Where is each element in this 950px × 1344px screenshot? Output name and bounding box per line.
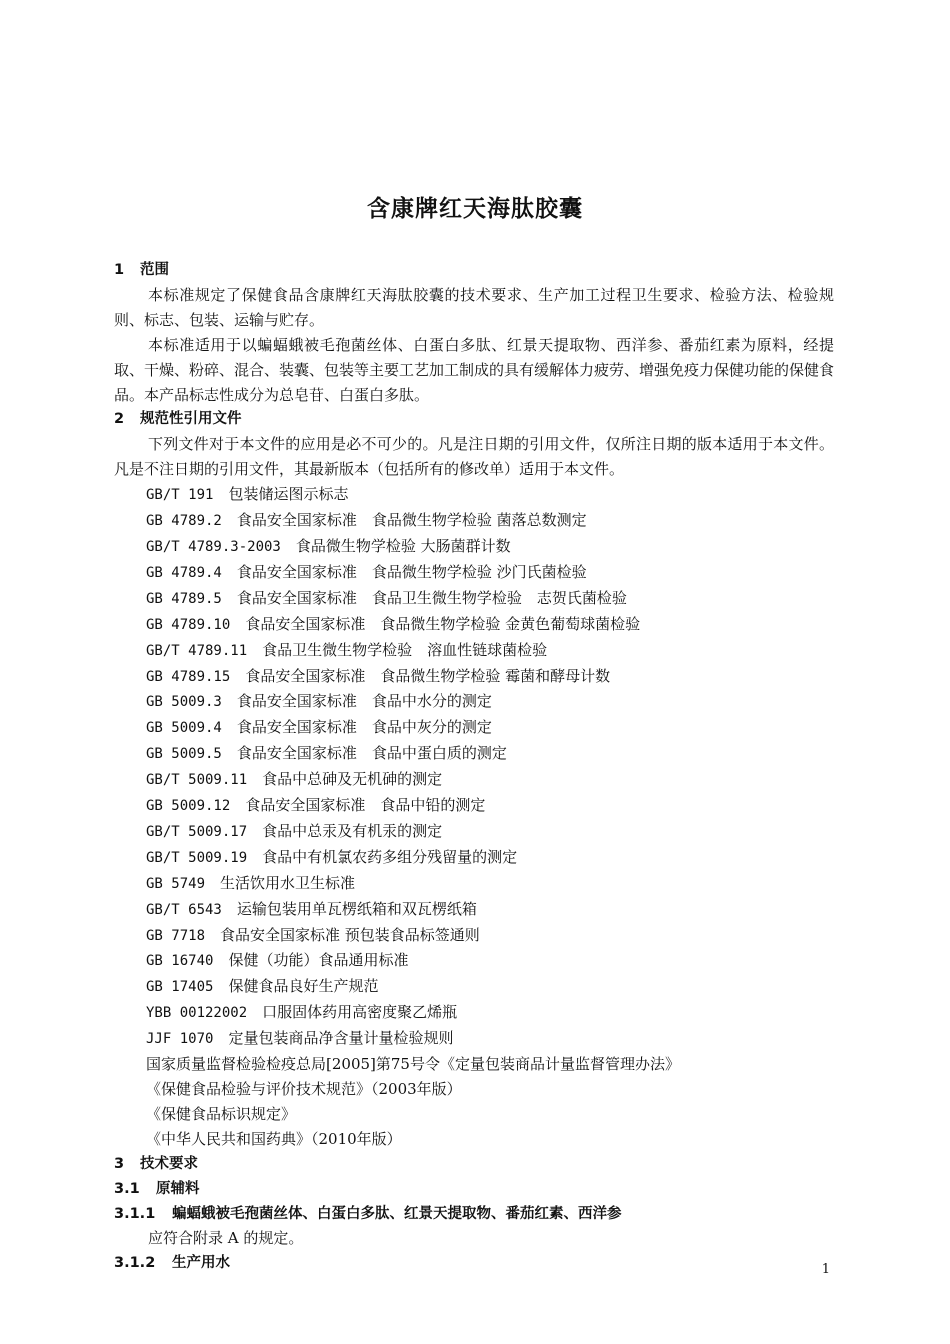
reference-code: GB 5749 xyxy=(146,875,206,892)
document-title: 含康牌红天海肽胶囊 xyxy=(367,196,583,222)
section-3-1-1-heading xyxy=(114,1202,834,1227)
reference-code: GB 16740 xyxy=(146,953,214,970)
section-1-paragraph-1: 本标准规定了保健食品含康牌红天海肽胶囊的技术要求、生产加工过程卫生要求、检验方法、检验规则、标志、包装、运输与贮存。 xyxy=(114,285,834,329)
reference-code: GB 17405 xyxy=(146,979,214,996)
reference-code: GB 4789.2 xyxy=(146,513,222,530)
reference-item xyxy=(114,715,834,741)
reference-title: 食品安全国家标准 食品微生物学检验 沙门氏菌检验 xyxy=(236,562,587,581)
reference-item xyxy=(114,793,834,819)
section-3-heading xyxy=(114,1152,834,1177)
reference-code: GB 5009.12 xyxy=(146,798,231,815)
reference-item xyxy=(114,741,834,767)
reference-title: 保健（功能）食品通用标准 xyxy=(228,951,409,970)
reference-code: GB/T 5009.11 xyxy=(146,772,248,789)
reference-title: 食品安全国家标准 食品中灰分的测定 xyxy=(236,718,492,737)
section-number: 3.1 xyxy=(114,1180,140,1197)
reference-code: GB 4789.4 xyxy=(146,564,222,581)
section-title: 蝙蝠蛾被毛孢菌丝体、白蛋白多肽、红景天提取物、番茄红素、西洋参 xyxy=(172,1205,622,1222)
reference-title: 保健食品良好生产规范 xyxy=(228,977,379,996)
section-3-1-1-paragraph: 应符合附录 A 的规定。 xyxy=(148,1229,304,1248)
section-number: 3.1.2 xyxy=(114,1255,156,1272)
reference-title: 食品中总砷及无机砷的测定 xyxy=(262,770,443,789)
section-number: 3 xyxy=(114,1155,125,1172)
reference-title: 食品安全国家标准 食品卫生微生物学检验 志贺氏菌检验 xyxy=(236,588,627,607)
reference-item xyxy=(114,664,834,690)
reference-title: 食品安全国家标准 食品微生物学检验 金黄色葡萄球菌检验 xyxy=(245,614,641,633)
page-number: 1 xyxy=(821,1262,830,1277)
reference-title: 食品中总汞及有机汞的测定 xyxy=(262,821,443,840)
reference-code: GB 5009.3 xyxy=(146,694,222,711)
reference-item: 《保健食品检验与评价技术规范》（2003年版） xyxy=(146,1080,462,1098)
reference-title: 包装储运图示标志 xyxy=(228,485,349,504)
reference-code: GB 4789.10 xyxy=(146,616,231,633)
reference-title: 定量包装商品净含量计量检验规则 xyxy=(228,1029,454,1048)
section-1-paragraph-2: 本标准适用于以蝙蝠蛾被毛孢菌丝体、白蛋白多肽、红景天提取物、西洋参、番茄红素为原料，经提取、干燥、粉碎、混合、装囊、包装等主要工艺加工制成的具有缓解体力疲劳、增强免疫力保健功能的保健食品。本产品标志性成分为总皂苷、白蛋白多肽。 xyxy=(114,335,835,404)
reference-item xyxy=(114,689,834,715)
reference-title: 食品安全国家标准 食品微生物学检验 菌落总数测定 xyxy=(236,511,587,530)
section-title: 技术要求 xyxy=(140,1155,198,1172)
reference-item: 国家质量监督检验检疫总局[2005]第75号令《定量包装商品计量监督管理办法》 xyxy=(146,1055,680,1074)
reference-code: GB/T 191 xyxy=(146,487,214,504)
reference-code: JJF 1070 xyxy=(146,1031,214,1048)
reference-title: 食品微生物学检验 大肠菌群计数 xyxy=(295,536,511,555)
reference-item xyxy=(114,586,834,612)
reference-item xyxy=(114,534,834,560)
extra-reference-list xyxy=(114,1052,834,1152)
reference-item xyxy=(114,1000,834,1026)
reference-item: 《保健食品标识规定》 xyxy=(146,1104,297,1123)
reference-code: GB 7718 xyxy=(146,927,206,944)
reference-title: 食品中有机氯农药多组分残留量的测定 xyxy=(262,847,518,866)
reference-item xyxy=(114,948,834,974)
section-title: 范围 xyxy=(140,262,169,278)
reference-title: 食品卫生微生物学检验 溶血性链球菌检验 xyxy=(262,640,548,659)
reference-item xyxy=(114,974,834,1000)
reference-title: 生活饮用水卫生标准 xyxy=(220,873,356,892)
reference-item xyxy=(114,923,834,949)
reference-code: GB/T 5009.19 xyxy=(146,849,248,866)
section-3-1-2-heading xyxy=(114,1251,834,1276)
reference-title: 口服固体药用高密度聚乙烯瓶 xyxy=(262,1003,458,1022)
reference-item xyxy=(114,1026,834,1052)
section-2-paragraph-1: 下列文件对于本文件的应用是必不可少的。凡是注日期的引用文件，仅所注日期的版本适用于本文件。凡是不注日期的引用文件，其最新版本（包括所有的修改单）适用于本文件。 xyxy=(114,435,834,479)
reference-item: 《中华人民共和国药典》（2010年版） xyxy=(146,1129,402,1148)
reference-code: GB/T 4789.3-2003 xyxy=(146,538,281,555)
reference-item xyxy=(114,845,834,871)
reference-item xyxy=(114,560,834,586)
reference-code: GB 4789.15 xyxy=(146,668,231,685)
document-body xyxy=(114,258,834,1276)
section-number: 3.1.1 xyxy=(114,1205,156,1222)
reference-code: GB 5009.4 xyxy=(146,720,222,737)
reference-code: GB/T 5009.17 xyxy=(146,823,248,840)
section-number: 1 xyxy=(114,262,125,278)
reference-title: 运输包装用单瓦楞纸箱和双瓦楞纸箱 xyxy=(236,899,477,918)
reference-item xyxy=(114,897,834,923)
reference-title: 食品安全国家标准 食品中蛋白质的测定 xyxy=(236,744,507,763)
section-title: 生产用水 xyxy=(172,1255,230,1272)
reference-code: GB/T 4789.11 xyxy=(146,642,248,659)
reference-code: GB 4789.5 xyxy=(146,590,222,607)
section-3-1-heading xyxy=(114,1177,834,1202)
reference-code: GB 5009.5 xyxy=(146,746,222,763)
reference-title: 食品安全国家标准 食品中水分的测定 xyxy=(236,692,492,711)
reference-item xyxy=(114,767,834,793)
reference-title: 食品安全国家标准 食品微生物学检验 霉菌和酵母计数 xyxy=(245,666,611,685)
reference-title: 食品安全国家标准 食品中铅的测定 xyxy=(245,796,486,815)
section-number: 2 xyxy=(114,411,125,428)
reference-item xyxy=(114,612,834,638)
reference-item xyxy=(114,508,834,534)
reference-item xyxy=(114,638,834,664)
reference-code: GB/T 6543 xyxy=(146,901,222,918)
reference-title: 食品安全国家标准 预包装食品标签通则 xyxy=(220,925,480,944)
section-2-heading xyxy=(114,407,834,432)
section-title: 原辅料 xyxy=(156,1180,200,1197)
reference-item xyxy=(114,819,834,845)
reference-list xyxy=(114,482,834,1052)
section-1-heading xyxy=(114,258,834,283)
reference-code: YBB 00122002 xyxy=(146,1005,248,1022)
reference-item xyxy=(114,482,834,508)
section-title: 规范性引用文件 xyxy=(140,411,242,428)
reference-item xyxy=(114,871,834,897)
